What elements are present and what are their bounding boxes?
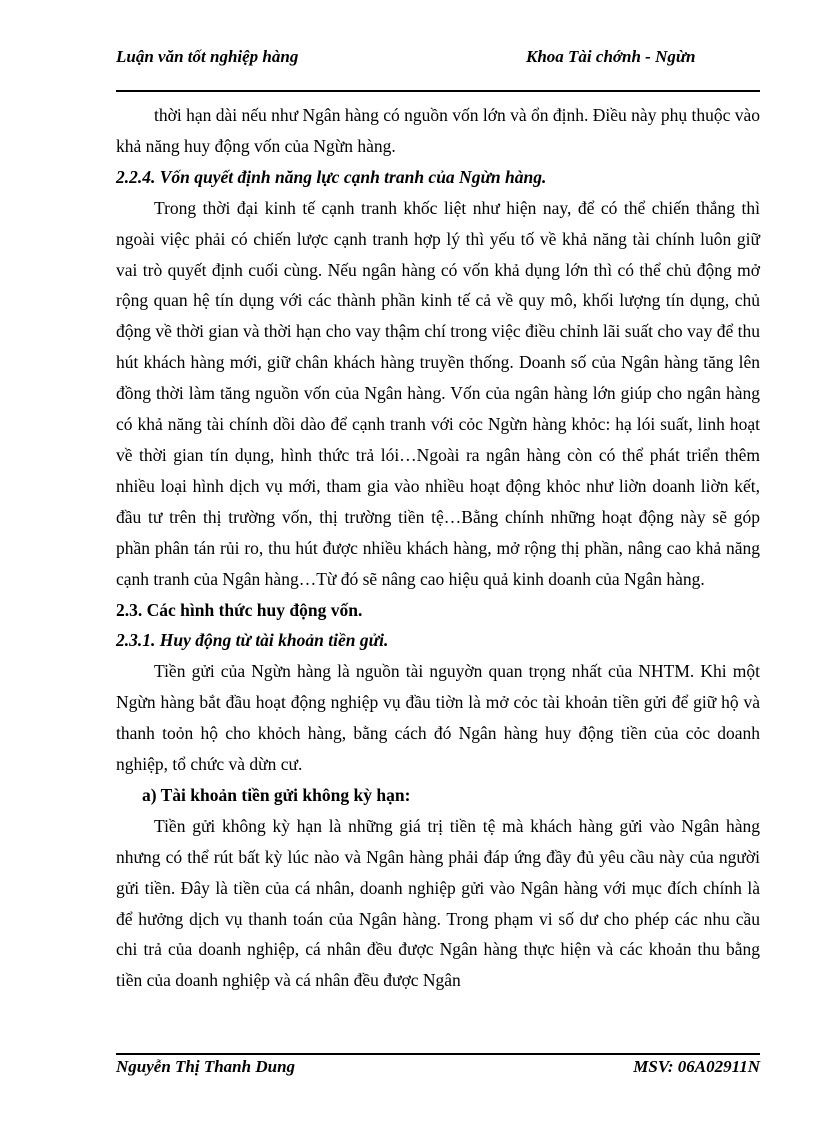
heading-2-2-4: 2.2.4. Vốn quyết định năng lực cạnh tranh của Ngừn hàng. (116, 166, 547, 187)
header-faculty-label: Khoa Tài chớnh - Ngừn (526, 47, 696, 66)
paragraph-continuation: thời hạn dài nếu như Ngân hàng có nguồn vốn lớn và ổn định. Điều này phụ thuộc vào khả năng huy động vốn của Ngừn hàng. (116, 105, 760, 156)
page-footer (116, 1057, 760, 1081)
heading-2-3-1: 2.3.1. Huy động từ tài khoản tiền gửi. (116, 630, 389, 651)
paragraph-competition: Trong thời đại kinh tế cạnh tranh khốc liệt như hiện nay, để có thể chiến thắng thì ngoài việc phải có chiến lược cạnh tranh hợp lý thì yếu tố về khả năng tài chính luôn giữ vai trò quyết định cuối cùng. Nếu ngân hàng có vốn khả dụng lớn thì có thể chủ động mở rộng quan hệ tín dụng với các thành phần kinh tế cả về quy mô, khối lượng tín dụng, chủ động về thời gian và thời hạn cho vay thậm chí trong việc điều chỉnh lãi suất cho vay để thu hút khách hàng mới, giữ chân khách hàng truyền thống. Doanh số của Ngân hàng tăng lên đồng thời làm tăng nguồn vốn của Ngân hàng. Vốn của ngân hàng lớn giúp cho ngân hàng có khả năng tài chính dồi dào để cạnh tranh với cỏc Ngừn hàng khỏc: hạ lói suất, linh hoạt về thời gian tín dụng, hình thức trả lói…Ngoài ra ngân hàng còn có thể phát triển thêm nhiều loại hình dịch vụ mới, tham gia vào nhiều hoạt động khỏc như liờn doanh liờn kết, đầu tư trên thị trường vốn, thị trường tiền tệ…Bằng chính những hoạt động này sẽ góp phần phân tán rủi ro, thu hút được nhiều khách hàng, mở rộng thị phần, nâng cao khả năng cạnh tranh của Ngân hàng…Từ đó sẽ nâng cao hiệu quả kinh doanh của Ngân hàng. (116, 197, 760, 589)
page-header (116, 46, 760, 90)
footer-student-id: MSV: 06A02911N (633, 1057, 760, 1076)
heading-2-3: 2.3. Các hình thức huy động vốn. (116, 599, 363, 620)
footer-divider (116, 1053, 760, 1055)
paragraph-demand-deposit: Tiền gửi không kỳ hạn là những giá trị tiền tệ mà khách hàng gửi vào Ngân hàng nhưng có thể rút bất kỳ lúc nào và Ngân hàng phải đáp ứng đầy đủ yêu cầu này của người gửi tiền. Đây là tiền của cá nhân, doanh nghiệp gửi vào Ngân hàng với mục đích chính là để hưởng dịch vụ thanh toán của Ngân hàng. Trong phạm vi số dư cho phép các nhu cầu chi trả của doanh nghiệp, cá nhân đều được Ngân hàng thực hiện và các khoản thu bằng tiền của doanh nghiệp và cá nhân đều được Ngân (116, 815, 760, 991)
paragraph-deposits: Tiền gửi của Ngừn hàng là nguồn tài nguyờn quan trọng nhất của NHTM. Khi một Ngừn hàng bắt đầu hoạt động nghiệp vụ đầu tiờn là mở cỏc tài khoản tiền gửi để giữ hộ và thanh toỏn hộ cho khỏch hàng, bằng cách đó Ngân hàng huy động tiền của cỏc doanh nghiệp, tổ chức và dừn cư. (116, 661, 760, 775)
heading-a-demand-deposit: a) Tài khoản tiền gửi không kỳ hạn: (142, 784, 411, 805)
footer-author: Nguyễn Thị Thanh Dung (116, 1057, 296, 1076)
header-divider (116, 90, 760, 92)
header-thesis-label: Luận văn tốt nghiệp hàng (116, 47, 299, 66)
document-body (116, 100, 760, 996)
